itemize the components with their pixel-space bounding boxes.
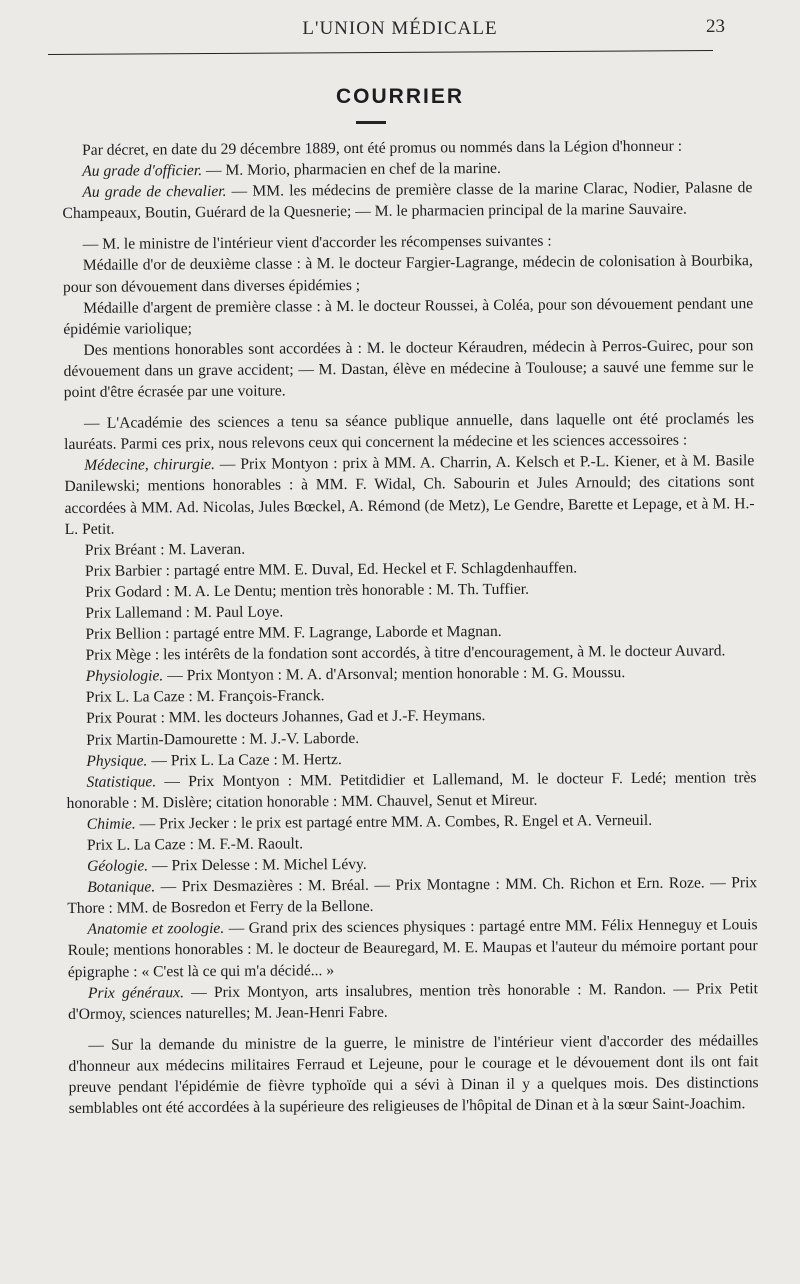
paragraph-text: Des mentions honorables sont accordées à : M. le docteur Kéraudren, médecin à Perros-Guirec, pour son dévouement dans un grave accident; — M. Dastan, élève en médecine à Toulouse; a sauvé une femme sur le point d'être écrasée par une voiture. <box>63 337 754 402</box>
paragraph <box>68 978 758 1025</box>
paragraph-text: Prix Godard : M. A. Le Dentu; mention très honorable : M. Th. Tuffier. <box>85 580 530 601</box>
paragraph-heading: Anatomie et zoologie. <box>87 920 225 939</box>
paragraph-text: Médaille d'argent de première classe : à M. le docteur Roussei, à Coléa, pour son dévouement pendant une épidémie variolique; <box>63 294 754 338</box>
paragraph <box>62 177 752 224</box>
paragraph-text: Prix Pourat : MM. les docteurs Johannes, Gad et J.-F. Heymans. <box>85 707 486 728</box>
paragraph-text: — Prix Jecker : le prix est partagé entre MM. A. Combes, R. Engel et A. Verneuil. <box>135 811 653 833</box>
journal-title: L'UNION MÉDICALE <box>302 18 498 39</box>
paragraph-text: Par décret, en date du 29 décembre 1889, ont été promus ou nommés dans la Légion d'honneur : <box>82 137 683 159</box>
paragraph-heading: Chimie. <box>86 815 136 833</box>
paragraph-text: — L'Académie des sciences a tenu sa séance publique annuelle, dans laquelle ont été proclamés les lauréats. Parmi ces prix, nous relevons ceux qui concernent la médecine et les sciences accessoires : <box>64 410 755 454</box>
page-header <box>0 14 800 44</box>
page-number: 23 <box>706 16 725 37</box>
paragraph-heading: Physique. <box>86 752 148 770</box>
paragraph-heading: Statistique. <box>86 773 157 791</box>
paragraph-text: — Prix Delesse : M. Michel Lévy. <box>148 855 367 875</box>
paragraph-text: — M. Morio, pharmacien en chef de la marine. <box>202 160 501 180</box>
paragraph <box>63 251 753 298</box>
paragraph-text: — Prix Montyon : M. A. d'Arsonval; mention honorable : M. G. Moussu. <box>163 664 626 685</box>
paragraph-text: Prix Bréant : M. Laveran. <box>84 540 246 559</box>
paragraph <box>66 767 756 814</box>
paragraph <box>63 293 753 340</box>
paragraph-text: — Grand prix des sciences physiques : partagé entre MM. Félix Henneguy et Louis Roule; mentions honorables : M. le docteur de Beauregard, M. E. Maupas et l'auteur du mémoire portant pour épigraphe : « C'est là ce qui m'a décidé... » <box>67 916 758 981</box>
paragraph-heading: Physiologie. <box>85 667 164 686</box>
paragraph-text: — M. le ministre de l'intérieur vient d'accorder les récompenses suivantes : <box>82 232 552 254</box>
paragraph-text: Prix Bellion : partagé entre MM. F. Lagrange, Laborde et Magnan. <box>85 623 502 643</box>
paragraph-text: — Prix Montyon, arts insalubres, mention très honorable : M. Randon. — Prix Petit d'Ormoy, sciences naturelles; M. Jean-Henri Fabre. <box>68 979 758 1023</box>
paragraph <box>68 1030 759 1119</box>
paragraph-text: — Prix Desmazières : M. Bréal. — Prix Montagne : MM. Ch. Richon et Ern. Roze. — Prix Thore : MM. de Bosredon et Ferry de la Bellone. <box>67 874 758 918</box>
title-dash <box>356 121 386 124</box>
paragraph-text: Prix L. La Caze : M. François-Franck. <box>85 687 325 707</box>
paragraph-heading: Médecine, chirurgie. <box>84 456 216 475</box>
paragraph-text: Médaille d'or de deuxième classe : à M. le docteur Fargier-Lagrange, médecin de colonisation à Bourbika, pour son dévouement dans diverses épidémies ; <box>62 252 753 296</box>
paragraph-text: — Prix L. La Caze : M. Hertz. <box>147 750 342 770</box>
paragraph-heading: Géologie. <box>87 857 149 875</box>
paragraph-text: Prix Martin-Damourette : M. J.-V. Laborde. <box>86 729 360 749</box>
paragraph <box>63 335 753 403</box>
paragraph <box>67 872 757 919</box>
paragraph-text: Prix Lallemand : M. Paul Loye. <box>85 603 284 622</box>
paragraph <box>67 915 757 983</box>
header-rule <box>48 50 713 55</box>
paragraph-text: — Prix Montyon : prix à MM. A. Charrin, A. Kelsch et P.-L. Kiener, et à M. Basile Danilewski; mentions honorables : à MM. F. Widal, Ch. Sabourin et Jules Arnould; des citations sont accordées à MM. Ad. Nicolas, Jules Bœckel, A. Rémond (de Metz), Le Gendre, Barette et Lepage, et à M. H.-L. Petit. <box>64 452 755 538</box>
paragraph-heading: Botanique. <box>87 878 156 897</box>
paragraph-text: — Sur la demande du ministre de la guerre, le ministre de l'intérieur vient d'accorder des médailles d'honneur aux médecins militaires Ferraud et Lejeune, pour le courage et le dévouement dont ils ont fait preuve pendant l'épidémie de fièvre typhoïde qui a sévi à Dinan il y a quelques mois. Des distinctions semblables ont été accordées à la supérieure des religieuses de l'hôpital de Dinan et à la sœur Saint-Joachim. <box>68 1032 759 1118</box>
paragraph <box>64 408 754 455</box>
paragraph <box>64 450 755 539</box>
paragraph-text: — Prix Montyon : MM. Petitdidier et Lallemand, M. le docteur F. Ledé; mention très honorable : M. Dislère; citation honorable : MM. Chauvel, Senut et Mireur. <box>66 768 757 812</box>
paragraph-text: — MM. les médecins de première classe de la marine Clarac, Nodier, Palasne de Champeaux, Boutin, Guérard de la Quesnerie; — M. le pharmacien principal de la marine Sauvaire. <box>62 179 753 223</box>
section-title: COURRIER <box>335 85 464 108</box>
paragraph-heading: Prix généraux. <box>87 983 184 1002</box>
paragraph-heading: Au grade d'officier. <box>82 162 203 180</box>
paragraph-heading: Au grade de chevalier. <box>82 183 227 202</box>
paragraph-text: Prix Barbier : partagé entre MM. E. Duval, Ed. Heckel et F. Schlagdenhauffen. <box>84 559 578 580</box>
paragraph-text: Prix Mège : les intérêts de la fondation sont accordés, à titre d'encouragement, à M. le docteur Auvard. <box>85 642 726 665</box>
paragraph-text: Prix L. La Caze : M. F.-M. Raoult. <box>86 835 304 854</box>
article-body <box>62 135 759 1119</box>
